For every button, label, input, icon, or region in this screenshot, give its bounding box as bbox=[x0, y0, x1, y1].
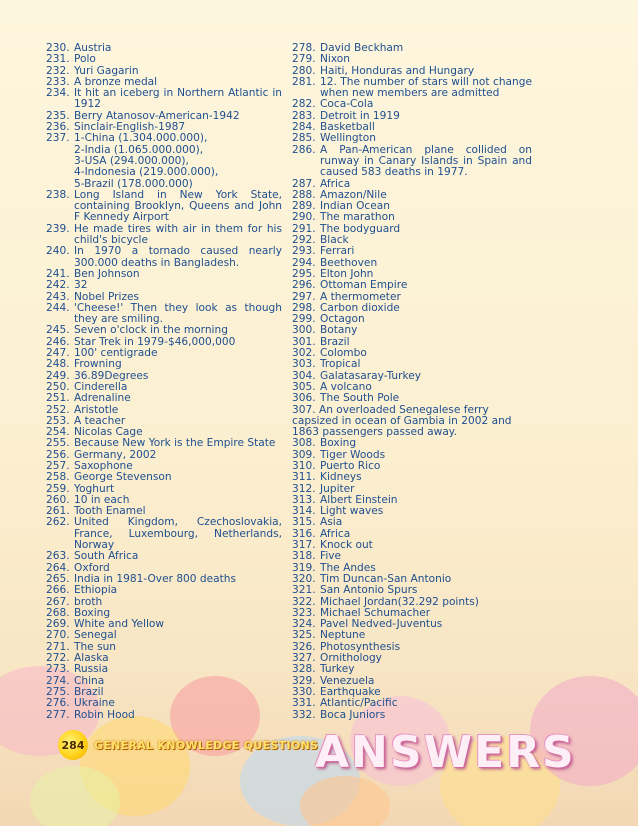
answer-text: David Beckham bbox=[320, 42, 404, 54]
answer-text: Light waves bbox=[320, 505, 384, 518]
answer-text: Wellington bbox=[320, 132, 376, 145]
answer-number: 296. bbox=[292, 279, 316, 292]
answers-column-right bbox=[292, 43, 532, 721]
answer-text: Earthquake bbox=[320, 685, 381, 698]
answer-text: Austria bbox=[74, 42, 112, 54]
answer-number: 322. bbox=[292, 595, 316, 608]
answer-text: George Stevenson bbox=[74, 471, 172, 484]
answer-number: 299. bbox=[292, 313, 316, 326]
answer-text: 100' centigrade bbox=[74, 347, 158, 360]
answer-number: 254. bbox=[46, 426, 70, 439]
answer-text: Frowning bbox=[74, 358, 122, 371]
answer-text: A thermometer bbox=[320, 290, 401, 303]
answer-text: Long Island in New York State, containing Brooklyn, Queens and John F Kennedy Airport bbox=[74, 188, 282, 224]
answer-text: Ferrari bbox=[320, 245, 355, 258]
answer-text: Beethoven bbox=[320, 256, 378, 269]
answer-text: Tiger Woods bbox=[320, 448, 386, 461]
answer-text: Alaska bbox=[74, 652, 109, 665]
answer-number: 323. bbox=[292, 606, 316, 619]
answer-text: Carbon dioxide bbox=[320, 301, 400, 314]
answer-text: 12. The number of stars will not change when new members are admitted bbox=[320, 75, 532, 100]
answer-number: 233. bbox=[46, 75, 70, 88]
answer-item bbox=[46, 517, 282, 551]
answer-number: 264. bbox=[46, 561, 70, 574]
answer-number: 318. bbox=[292, 550, 316, 563]
answer-text: Indian Ocean bbox=[320, 200, 390, 213]
answer-number: 243. bbox=[46, 290, 70, 303]
answer-number: 325. bbox=[292, 629, 316, 642]
answer-text: Coca-Cola bbox=[320, 98, 374, 111]
answer-item bbox=[292, 472, 532, 483]
answer-number: 276. bbox=[46, 697, 70, 710]
answer-number: 241. bbox=[46, 267, 70, 280]
answer-number: 312. bbox=[292, 482, 316, 495]
answer-number: 324. bbox=[292, 618, 316, 631]
answer-text: San Antonio Spurs bbox=[320, 584, 418, 597]
answer-number: 305. bbox=[292, 380, 316, 393]
answer-number: 306. bbox=[292, 392, 316, 405]
answers-banner: ANSWERS bbox=[315, 727, 576, 778]
answer-item bbox=[292, 359, 532, 370]
answer-line: 3-USA (294.000.000), bbox=[74, 154, 189, 167]
answer-text: Sinclair-English-1987 bbox=[74, 121, 186, 134]
answer-number: 288. bbox=[292, 188, 316, 201]
answer-number: 281. bbox=[292, 75, 316, 88]
answer-number: 321. bbox=[292, 584, 316, 597]
answer-number: 303. bbox=[292, 358, 316, 371]
answer-number: 282. bbox=[292, 98, 316, 111]
answer-text: 36.89Degrees bbox=[74, 369, 149, 382]
answer-paragraph: 307. An overloaded Senegalese ferry capsized in ocean of Gambia in 2002 and 1863 passengers passed away. bbox=[292, 403, 512, 439]
answer-text: White and Yellow bbox=[74, 618, 165, 631]
answer-text: Russia bbox=[74, 663, 109, 676]
answer-item bbox=[46, 54, 282, 65]
answer-text: Amazon/Nile bbox=[320, 188, 387, 201]
answer-text: Nixon bbox=[320, 53, 351, 66]
answer-text: Adrenaline bbox=[74, 392, 131, 405]
answer-text: Cinderella bbox=[74, 380, 128, 393]
answer-number: 247. bbox=[46, 347, 70, 360]
answer-item bbox=[292, 246, 532, 257]
answer-number: 330. bbox=[292, 685, 316, 698]
answer-number: 297. bbox=[292, 290, 316, 303]
answer-text: Ukraine bbox=[74, 697, 115, 710]
answer-number: 248. bbox=[46, 358, 70, 371]
answer-item bbox=[46, 88, 282, 111]
answer-number: 274. bbox=[46, 674, 70, 687]
answer-item bbox=[46, 190, 282, 224]
answer-number: 250. bbox=[46, 380, 70, 393]
answer-number: 328. bbox=[292, 663, 316, 676]
answer-text: Germany, 2002 bbox=[74, 448, 157, 461]
answer-text: Ethiopia bbox=[74, 584, 118, 597]
answer-number: 298. bbox=[292, 301, 316, 314]
answer-number: 230. bbox=[46, 42, 70, 54]
answer-text: A Pan-American plane collided on runway in Canary Islands in Spain and caused 583 deaths in 1977. bbox=[320, 143, 532, 179]
answer-number: 287. bbox=[292, 177, 316, 190]
answer-number: 270. bbox=[46, 629, 70, 642]
answer-number: 269. bbox=[46, 618, 70, 631]
answer-number: 251. bbox=[46, 392, 70, 405]
answer-item bbox=[46, 133, 282, 189]
answer-number: 326. bbox=[292, 640, 316, 653]
answer-text: 32 bbox=[74, 279, 88, 292]
answer-number: 275. bbox=[46, 685, 70, 698]
answer-item bbox=[46, 710, 282, 721]
answer-text: He made tires with air in them for his child's bicycle bbox=[74, 222, 282, 247]
answer-number: 261. bbox=[46, 505, 70, 518]
answer-item bbox=[292, 145, 532, 179]
answer-item bbox=[292, 585, 532, 596]
answer-number: 239. bbox=[46, 222, 70, 235]
answer-number: 277. bbox=[46, 708, 70, 721]
answer-text: Atlantic/Pacific bbox=[320, 697, 398, 710]
answer-item bbox=[46, 359, 282, 370]
answer-text: Neptune bbox=[320, 629, 366, 642]
answer-text: Ornithology bbox=[320, 652, 382, 665]
answer-number: 331. bbox=[292, 697, 316, 710]
answer-text: Ottoman Empire bbox=[320, 279, 408, 292]
answer-text: Five bbox=[320, 550, 342, 563]
answer-number: 311. bbox=[292, 471, 316, 484]
answer-text: Robin Hood bbox=[74, 708, 135, 721]
answer-number: 319. bbox=[292, 561, 316, 574]
answer-line: 2-India (1.065.000.000), bbox=[74, 143, 204, 156]
answer-number: 253. bbox=[46, 414, 70, 427]
answer-item bbox=[46, 698, 282, 709]
answer-item bbox=[292, 133, 532, 144]
answer-number: 237. bbox=[46, 132, 70, 145]
answer-number: 272. bbox=[46, 652, 70, 665]
answer-number: 244. bbox=[46, 301, 70, 314]
answer-text: Asia bbox=[320, 516, 343, 529]
answer-text: Knock out bbox=[320, 539, 373, 552]
answer-text: Albert Einstein bbox=[320, 493, 398, 506]
answer-number: 271. bbox=[46, 640, 70, 653]
answer-number: 258. bbox=[46, 471, 70, 484]
answer-number: 290. bbox=[292, 211, 316, 224]
answer-number: 285. bbox=[292, 132, 316, 145]
answer-number: 257. bbox=[46, 459, 70, 472]
answer-number: 231. bbox=[46, 53, 70, 66]
answer-item bbox=[46, 472, 282, 483]
answer-text: Boxing bbox=[320, 437, 357, 450]
answer-text: Photosynthesis bbox=[320, 640, 401, 653]
answer-item bbox=[292, 664, 532, 675]
answer-text: Star Trek in 1979-$46,000,000 bbox=[74, 335, 236, 348]
answer-item bbox=[46, 664, 282, 675]
answer-text: Africa bbox=[320, 177, 351, 190]
answer-number: 245. bbox=[46, 324, 70, 337]
answer-number: 309. bbox=[292, 448, 316, 461]
answer-text: Puerto Rico bbox=[320, 459, 381, 472]
answer-item bbox=[292, 551, 532, 562]
answer-text: Tim Duncan-San Antonio bbox=[320, 572, 452, 585]
answer-line: 5-Brazil (178.000.000) bbox=[74, 177, 193, 190]
answer-number: 283. bbox=[292, 109, 316, 122]
answer-text: Oxford bbox=[74, 561, 110, 574]
answer-number: 293. bbox=[292, 245, 316, 258]
answer-number: 273. bbox=[46, 663, 70, 676]
answer-text: The sun bbox=[74, 640, 117, 653]
answer-text: Brazil bbox=[74, 685, 104, 698]
answer-text: The Andes bbox=[320, 561, 376, 574]
answer-item bbox=[46, 280, 282, 291]
answer-item bbox=[292, 710, 532, 721]
answer-text: Tropical bbox=[320, 358, 361, 371]
answer-text: Colombo bbox=[320, 347, 367, 360]
answer-number: 286. bbox=[292, 143, 316, 156]
answer-item bbox=[292, 438, 532, 449]
answer-text: Tooth Enamel bbox=[74, 505, 146, 518]
answer-text: Polo bbox=[74, 53, 96, 66]
answer-text: Africa bbox=[320, 527, 351, 540]
answer-number: 240. bbox=[46, 245, 70, 258]
answer-text: Nicolas Cage bbox=[74, 426, 143, 439]
answer-text: The marathon bbox=[320, 211, 395, 224]
answer-text: Black bbox=[320, 234, 349, 247]
page-number-badge bbox=[58, 730, 88, 760]
answer-text: Galatasaray-Turkey bbox=[320, 369, 422, 382]
answer-item bbox=[46, 303, 282, 326]
answer-text bbox=[74, 133, 282, 189]
answer-text: Botany bbox=[320, 324, 358, 337]
answer-text: Aristotle bbox=[74, 403, 119, 416]
answer-text: United Kingdom, Czechoslovakia, France, Luxembourg, Netherlands, Norway bbox=[74, 516, 282, 552]
answer-item bbox=[46, 585, 282, 596]
answer-text: Saxophone bbox=[74, 459, 133, 472]
answer-text: A bronze medal bbox=[74, 75, 158, 88]
answer-number: 260. bbox=[46, 493, 70, 506]
answer-text: 10 in each bbox=[74, 493, 130, 506]
page-footer bbox=[58, 731, 318, 759]
answer-text: Detroit in 1919 bbox=[320, 109, 400, 122]
answer-text: Yoghurt bbox=[74, 482, 115, 495]
answer-number: 236. bbox=[46, 121, 70, 134]
answer-text: A teacher bbox=[74, 414, 126, 427]
answer-number: 242. bbox=[46, 279, 70, 292]
answer-number: 256. bbox=[46, 448, 70, 461]
answer-text: Elton John bbox=[320, 267, 374, 280]
answer-text: Pavel Nedved-Juventus bbox=[320, 618, 443, 631]
answer-number: 327. bbox=[292, 652, 316, 665]
answer-text: Jupiter bbox=[320, 482, 355, 495]
answer-text: The bodyguard bbox=[320, 222, 401, 235]
answer-text: Nobel Prizes bbox=[74, 290, 140, 303]
answer-number: 234. bbox=[46, 87, 70, 100]
answer-text: Turkey bbox=[320, 663, 355, 676]
answer-number: 292. bbox=[292, 234, 316, 247]
answer-item bbox=[292, 77, 532, 100]
answer-item bbox=[292, 280, 532, 291]
answer-text: India in 1981-Over 800 deaths bbox=[74, 572, 237, 585]
answer-number: 313. bbox=[292, 493, 316, 506]
answer-number: 278. bbox=[292, 42, 316, 54]
answer-number: 300. bbox=[292, 324, 316, 337]
answer-text: Octagon bbox=[320, 313, 365, 326]
answer-text: Seven o'clock in the morning bbox=[74, 324, 228, 337]
answer-text: Haiti, Honduras and Hungary bbox=[320, 64, 475, 77]
answer-item bbox=[46, 246, 282, 269]
answer-text: Because New York is the Empire State bbox=[74, 437, 276, 450]
answer-text: Ben Johnson bbox=[74, 267, 140, 280]
answer-item bbox=[46, 551, 282, 562]
answer-line: 4-Indonesia (219.000.000), bbox=[74, 166, 219, 179]
answer-text: broth bbox=[74, 595, 103, 608]
answer-number: 308. bbox=[292, 437, 316, 450]
answer-number: 314. bbox=[292, 505, 316, 518]
answer-text: The South Pole bbox=[320, 392, 400, 405]
answer-text: Berry Atanosov-American-1942 bbox=[74, 109, 240, 122]
answer-item bbox=[46, 393, 282, 404]
answer-number: 294. bbox=[292, 256, 316, 269]
answer-number: 304. bbox=[292, 369, 316, 382]
answer-text: Boca Juniors bbox=[320, 708, 386, 721]
answer-text: South Africa bbox=[74, 550, 139, 563]
answer-item bbox=[292, 698, 532, 709]
answer-item bbox=[292, 393, 532, 404]
answer-number: 263. bbox=[46, 550, 70, 563]
answer-text: Basketball bbox=[320, 121, 375, 134]
answer-text: Michael Schumacher bbox=[320, 606, 431, 619]
answer-item bbox=[292, 54, 532, 65]
answer-number: 332. bbox=[292, 708, 316, 721]
answer-number: 235. bbox=[46, 109, 70, 122]
answer-number: 268. bbox=[46, 606, 70, 619]
answer-number: 262. bbox=[46, 516, 70, 529]
answer-number: 316. bbox=[292, 527, 316, 540]
answer-text: 'Cheese!' Then they look as though they are smiling. bbox=[74, 301, 282, 326]
answer-number: 232. bbox=[46, 64, 70, 77]
answer-number: 302. bbox=[292, 347, 316, 360]
answer-number: 301. bbox=[292, 335, 316, 348]
answer-text: Michael Jordan(32.292 points) bbox=[320, 595, 479, 608]
answer-number: 289. bbox=[292, 200, 316, 213]
page-number: 284 bbox=[61, 738, 85, 752]
section-title: GENERAL KNOWLEDGE QUESTIONS bbox=[94, 738, 319, 752]
answer-text: A volcano bbox=[320, 380, 372, 393]
answer-number: 252. bbox=[46, 403, 70, 416]
answer-number: 310. bbox=[292, 459, 316, 472]
answer-number: 329. bbox=[292, 674, 316, 687]
answer-text: Venezuela bbox=[320, 674, 375, 687]
answer-item bbox=[46, 438, 282, 449]
answer-number: 280. bbox=[292, 64, 316, 77]
answer-number: 255. bbox=[46, 437, 70, 450]
answer-number: 238. bbox=[46, 188, 70, 201]
answer-number: 246. bbox=[46, 335, 70, 348]
answer-number: 266. bbox=[46, 584, 70, 597]
answers-column-left bbox=[46, 43, 282, 721]
answer-number: 295. bbox=[292, 267, 316, 280]
answer-number: 265. bbox=[46, 572, 70, 585]
answer-text: In 1970 a tornado caused nearly 300.000 deaths in Bangladesh. bbox=[74, 245, 282, 269]
answer-text: It hit an iceberg in Northern Atlantic in 1912 bbox=[74, 87, 282, 111]
answer-number: 249. bbox=[46, 369, 70, 382]
answer-number: 279. bbox=[292, 53, 316, 66]
answer-text: Yuri Gagarin bbox=[74, 64, 139, 77]
answer-number: 267. bbox=[46, 595, 70, 608]
answer-line: 1-China (1.304.000.000), bbox=[74, 132, 208, 145]
answer-text: Boxing bbox=[74, 606, 111, 619]
answer-number: 320. bbox=[292, 572, 316, 585]
answer-number: 291. bbox=[292, 222, 316, 235]
answer-number: 259. bbox=[46, 482, 70, 495]
answer-text: China bbox=[74, 674, 105, 687]
answer-item bbox=[46, 224, 282, 247]
answer-number: 315. bbox=[292, 516, 316, 529]
answer-text: Kidneys bbox=[320, 471, 362, 484]
answer-number: 284. bbox=[292, 121, 316, 134]
answer-text: Senegal bbox=[74, 629, 117, 642]
answer-number: 317. bbox=[292, 539, 316, 552]
answer-text: Brazil bbox=[320, 335, 350, 348]
